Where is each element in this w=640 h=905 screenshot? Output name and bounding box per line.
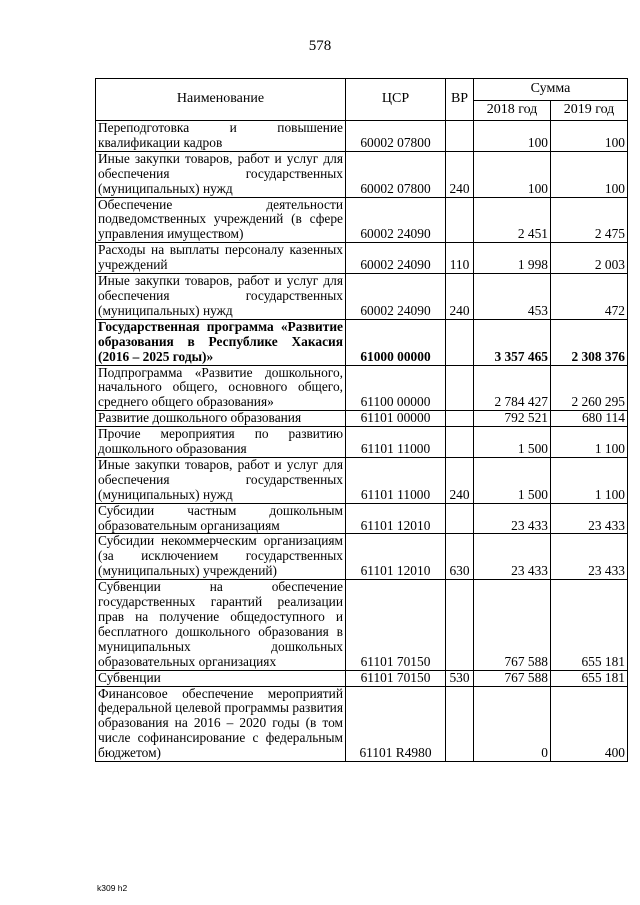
row-csr: 61101 70150 bbox=[346, 670, 446, 686]
row-vr bbox=[446, 686, 474, 762]
row-vr bbox=[446, 365, 474, 411]
row-csr: 61101 R4980 bbox=[346, 686, 446, 762]
row-csr: 60002 24090 bbox=[346, 197, 446, 243]
row-name: Финансовое обеспечение мероприятий федеральной целевой программы развития образования на 2016 – 2020 годы (в том числе софинансирование с федеральным бюджетом) bbox=[96, 686, 346, 762]
page-number: 578 bbox=[308, 38, 332, 54]
row-csr: 60002 24090 bbox=[346, 274, 446, 320]
row-sum-2019: 100 bbox=[551, 151, 628, 197]
row-name: Обеспечение деятельности подведомственных учреждений (в сфере управления имуществом) bbox=[96, 197, 346, 243]
row-name: Иные закупки товаров, работ и услуг для обеспечения государственных (муниципальных) нужд bbox=[96, 274, 346, 320]
header-year-2018: 2018 год bbox=[474, 101, 551, 121]
row-sum-2018: 453 bbox=[474, 274, 551, 320]
row-csr: 61000 00000 bbox=[346, 319, 446, 365]
table-body bbox=[96, 121, 628, 762]
row-vr bbox=[446, 411, 474, 427]
row-csr: 61101 12010 bbox=[346, 503, 446, 534]
row-vr bbox=[446, 503, 474, 534]
row-sum-2018: 767 588 bbox=[474, 580, 551, 670]
row-vr: 110 bbox=[446, 243, 474, 274]
row-sum-2018: 1 500 bbox=[474, 427, 551, 458]
row-csr: 61101 00000 bbox=[346, 411, 446, 427]
row-sum-2019: 2 260 295 bbox=[551, 365, 628, 411]
row-vr: 630 bbox=[446, 534, 474, 580]
row-csr: 60002 24090 bbox=[346, 243, 446, 274]
row-name: Иные закупки товаров, работ и услуг для обеспечения государственных (муниципальных) нужд bbox=[96, 151, 346, 197]
row-vr: 240 bbox=[446, 151, 474, 197]
header-vr: ВР bbox=[446, 79, 474, 121]
header-sum: Сумма bbox=[474, 79, 628, 101]
row-sum-2019: 2 475 bbox=[551, 197, 628, 243]
row-vr: 240 bbox=[446, 274, 474, 320]
row-vr bbox=[446, 427, 474, 458]
table-row bbox=[96, 670, 628, 686]
table-row bbox=[96, 274, 628, 320]
row-name: Расходы на выплаты персоналу казенных учреждений bbox=[96, 243, 346, 274]
footer-code: k309 h2 bbox=[97, 883, 128, 893]
row-vr bbox=[446, 319, 474, 365]
row-name: Субвенции на обеспечение государственных гарантий реализации прав на получение общедоступного и бесплатного дошкольного образования в муниципальных дошкольных образовательных организациях bbox=[96, 580, 346, 670]
table-row bbox=[96, 243, 628, 274]
row-name: Иные закупки товаров, работ и услуг для обеспечения государственных (муниципальных) нужд bbox=[96, 457, 346, 503]
row-csr: 60002 07800 bbox=[346, 121, 446, 152]
table-row bbox=[96, 411, 628, 427]
row-vr: 240 bbox=[446, 457, 474, 503]
row-vr: 530 bbox=[446, 670, 474, 686]
row-csr: 61101 11000 bbox=[346, 457, 446, 503]
row-csr: 61100 00000 bbox=[346, 365, 446, 411]
row-sum-2019: 680 114 bbox=[551, 411, 628, 427]
row-name: Субсидии частным дошкольным образовательным организациям bbox=[96, 503, 346, 534]
row-sum-2019: 2 308 376 bbox=[551, 319, 628, 365]
budget-table bbox=[95, 78, 628, 762]
row-sum-2019: 400 bbox=[551, 686, 628, 762]
row-sum-2018: 100 bbox=[474, 151, 551, 197]
table-row bbox=[96, 534, 628, 580]
row-sum-2018: 23 433 bbox=[474, 534, 551, 580]
table-row bbox=[96, 503, 628, 534]
row-name: Переподготовка и повышение квалификации кадров bbox=[96, 121, 346, 152]
table-row bbox=[96, 151, 628, 197]
row-name: Развитие дошкольного образования bbox=[96, 411, 346, 427]
row-name: Субсидии некоммерческим организациям (за исключением государственных (муниципальных) учреждений) bbox=[96, 534, 346, 580]
row-sum-2018: 23 433 bbox=[474, 503, 551, 534]
row-vr bbox=[446, 121, 474, 152]
row-sum-2018: 0 bbox=[474, 686, 551, 762]
row-name: Государственная программа «Развитие образования в Республике Хакасия (2016 – 2025 годы)» bbox=[96, 319, 346, 365]
table-row bbox=[96, 580, 628, 670]
row-name: Подпрограмма «Развитие дошкольного, начального общего, основного общего, среднего общего образования» bbox=[96, 365, 346, 411]
row-name: Прочие мероприятия по развитию дошкольного образования bbox=[96, 427, 346, 458]
row-sum-2018: 792 521 bbox=[474, 411, 551, 427]
row-sum-2018: 1 500 bbox=[474, 457, 551, 503]
table-row bbox=[96, 365, 628, 411]
table-row bbox=[96, 121, 628, 152]
row-csr: 61101 70150 bbox=[346, 580, 446, 670]
row-sum-2019: 1 100 bbox=[551, 427, 628, 458]
row-vr bbox=[446, 580, 474, 670]
row-sum-2019: 23 433 bbox=[551, 534, 628, 580]
row-sum-2019: 2 003 bbox=[551, 243, 628, 274]
row-sum-2019: 23 433 bbox=[551, 503, 628, 534]
header-year-2019: 2019 год bbox=[551, 101, 628, 121]
row-csr: 60002 07800 bbox=[346, 151, 446, 197]
table-row bbox=[96, 686, 628, 762]
row-sum-2019: 655 181 bbox=[551, 580, 628, 670]
table-row bbox=[96, 197, 628, 243]
row-sum-2019: 655 181 bbox=[551, 670, 628, 686]
row-csr: 61101 11000 bbox=[346, 427, 446, 458]
row-sum-2019: 100 bbox=[551, 121, 628, 152]
table-row bbox=[96, 457, 628, 503]
header-name: Наименование bbox=[96, 79, 346, 121]
row-sum-2018: 3 357 465 bbox=[474, 319, 551, 365]
header-csr: ЦСР bbox=[346, 79, 446, 121]
row-sum-2018: 2 784 427 bbox=[474, 365, 551, 411]
row-csr: 61101 12010 bbox=[346, 534, 446, 580]
row-name: Субвенции bbox=[96, 670, 346, 686]
row-sum-2018: 767 588 bbox=[474, 670, 551, 686]
row-sum-2018: 2 451 bbox=[474, 197, 551, 243]
row-sum-2019: 472 bbox=[551, 274, 628, 320]
table-row bbox=[96, 319, 628, 365]
row-sum-2018: 100 bbox=[474, 121, 551, 152]
row-vr bbox=[446, 197, 474, 243]
row-sum-2018: 1 998 bbox=[474, 243, 551, 274]
row-sum-2019: 1 100 bbox=[551, 457, 628, 503]
table-row bbox=[96, 427, 628, 458]
